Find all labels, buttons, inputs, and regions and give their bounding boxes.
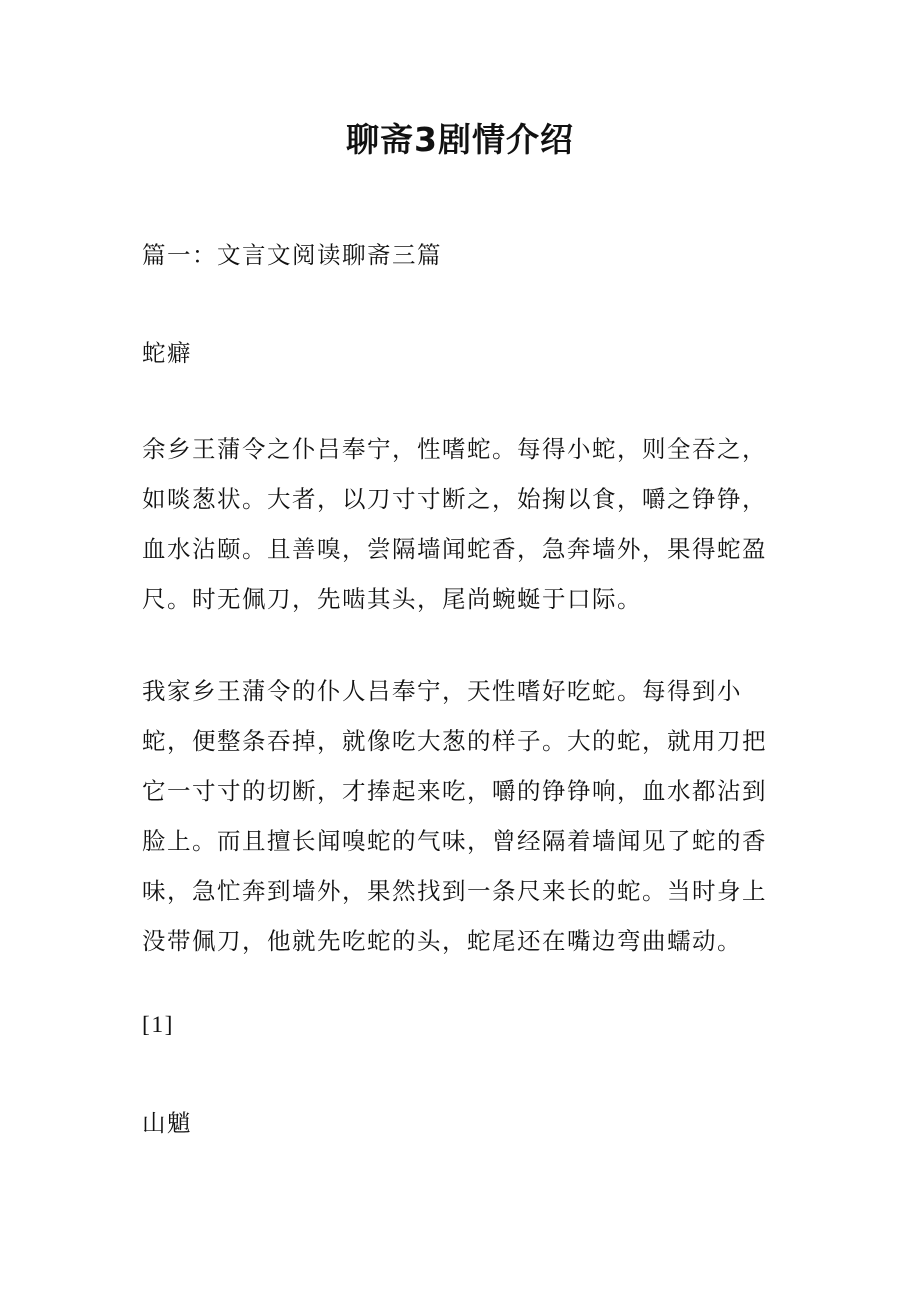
story-title: 蛇癖 — [142, 339, 192, 367]
document-title: 聊斋3剧情介绍 — [346, 120, 574, 159]
story-title: 山魈 — [142, 1109, 192, 1137]
original-text-paragraph: 余乡王蒲令之仆吕奉宁，性嗜蛇。每得小蛇，则全吞之，如啖葱状。大者，以刀寸寸断之，始掬以食，嚼之铮铮，血水沾颐。且善嗅，尝隔墙闻蛇香，急奔墙外，果得蛇盈尺。时无佩刀，先啮其头，尾尚蜿蜒于口际。 — [142, 435, 767, 613]
footnote-marker: [1] — [142, 1012, 174, 1038]
translation-paragraph: 我家乡王蒲令的仆人吕奉宁，天性嗜好吃蛇。每得到小蛇，便整条吞掉，就像吃大葱的样子。大的蛇，就用刀把它一寸寸的切断，才捧起来吃，嚼的铮铮响，血水都沾到脸上。而且擅长闻嗅蛇的气味，曾经隔着墙闻见了蛇的香味，急忙奔到墙外，果然找到一条尺来长的蛇。当时身上没带佩刀，他就先吃蛇的头，蛇尾还在嘴边弯曲蠕动。 — [142, 677, 767, 955]
section-heading: 篇一：文言文阅读聊斋三篇 — [142, 241, 442, 269]
